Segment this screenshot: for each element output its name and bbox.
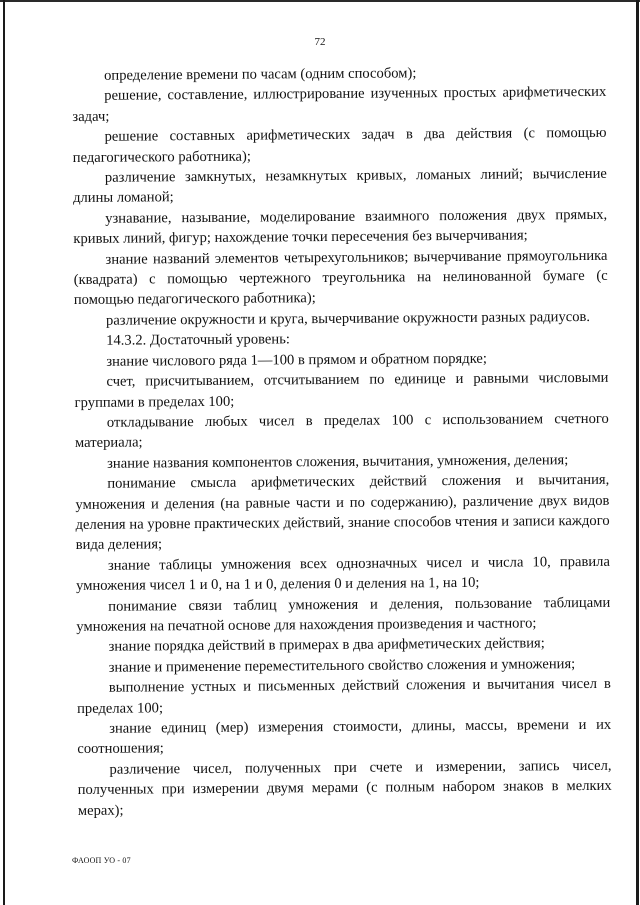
scan-border-right bbox=[636, 0, 639, 905]
paragraph: знание и применение переместительного свойство сложения и умножения; bbox=[108, 655, 576, 676]
document-body bbox=[72, 62, 612, 821]
paragraph: понимание связи таблиц умножения и деления, пользование таблицами умножения на печатной основе для нахождения произведения и частного; bbox=[76, 594, 611, 635]
document-footer: ФАООП УО - 07 bbox=[72, 856, 131, 865]
paragraph: знание порядка действий в примерах в два арифметических действия; bbox=[108, 635, 545, 656]
paragraph: откладывание любых чисел в пределах 100 с использованием счетного материала; bbox=[74, 410, 609, 452]
paragraph: определение времени по часам (одним способом); bbox=[104, 65, 417, 84]
paragraph: знание таблицы умножения всех однозначных чисел и числа 10, правила умножения чисел 1 и 0, на 1 и 0, деления 0 и деления на 1, на 10; bbox=[76, 553, 610, 595]
paragraph: решение, составление, иллюстрирование изученных простых арифметических задач; bbox=[72, 84, 607, 125]
scan-border-left bbox=[3, 0, 5, 905]
scan-border-top bbox=[0, 0, 640, 2]
paragraph: решение составных арифметических задач в два действия (с помощью педагогического работника); bbox=[72, 125, 607, 166]
paragraph: узнавание, называние, моделирование взаимного положения двух прямых, кривых линий, фигур; нахождение точки пересечения без вычерчивания; bbox=[73, 206, 608, 248]
paragraph: выполнение устных и письменных действий сложения и вычитания чисел в пределах 100; bbox=[76, 675, 611, 717]
paragraph: различение чисел, полученных при счете и измерении, запись чисел, полученных при измерении двумя мерами (с полным набором знаков в мелких мерах); bbox=[77, 757, 612, 819]
paragraph: счет, присчитыванием, отсчитыванием по единице и равными числовыми группами в пределах 100; bbox=[74, 369, 609, 411]
paragraph: знание единиц (мер) измерения стоимости, длины, массы, времени и их соотношения; bbox=[77, 716, 612, 758]
section-heading: 14.3.2. Достаточный уровень: bbox=[106, 331, 290, 350]
paragraph: понимание смысла арифметических действий сложения и вычитания, умножения и деления (на равные части и по содержанию), различение двух видов деления на уровне практических действий, знание способов чтения и записи каждого вида деления; bbox=[75, 471, 610, 554]
paragraph: различение окружности и круга, вычерчивание окружности разных радиусов. bbox=[105, 308, 591, 329]
page-number: 72 bbox=[314, 36, 326, 48]
paragraph: различение замкнутых, незамкнутых кривых, ломаных линий; вычисление длины ломаной; bbox=[72, 165, 607, 207]
paragraph: знание названий элементов четырехугольников; вычерчивание прямоугольника (квадрата) с помощью чертежного треугольника на нелинованной бумаге (с помощью педагогического работника); bbox=[73, 247, 608, 309]
paragraph: знание числового ряда 1—100 в прямом и обратном порядке; bbox=[106, 350, 487, 370]
paragraph: знание названия компонентов сложения, вычитания, умножения, деления; bbox=[107, 451, 569, 472]
